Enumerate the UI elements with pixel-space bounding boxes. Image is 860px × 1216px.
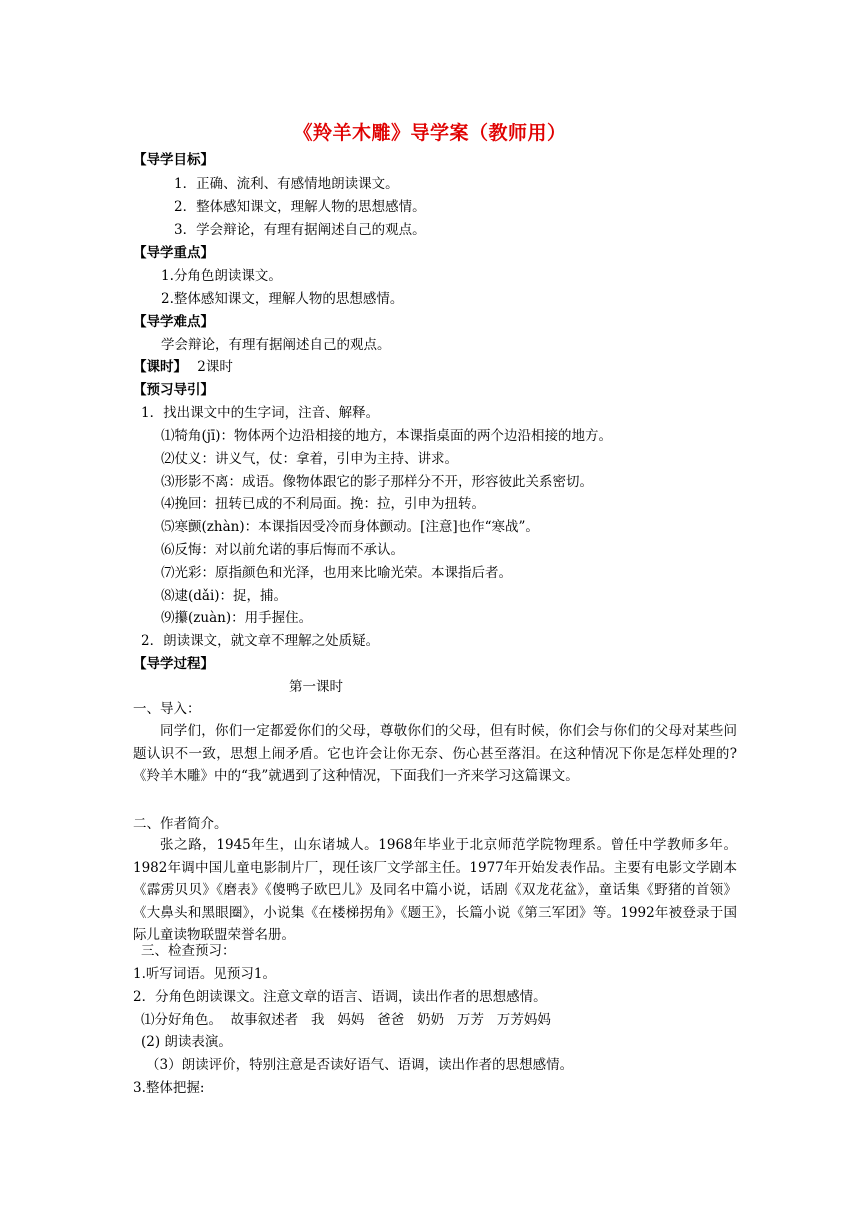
preview-task: 2．朗读课文，就文章不理解之处质疑。	[141, 633, 380, 649]
key-points-heading: 【导学重点】	[133, 245, 214, 261]
key-point-item: 1.分角色朗读课文。	[161, 268, 282, 284]
difficulty-heading: 【导学难点】	[133, 314, 214, 330]
author-paragraph: 张之路，1945年生，山东诸城人。1968年毕业于北京师范学院物理系。曾任中学教师多年。1982年调中国儿童电影制片厂，现任该厂文学部主任。1977年开始发表作品。主要有电影文学剧本《霹雳贝贝》《磨表》《傻鸭子欧巴儿》及同名中篇小说，话剧《双龙花盆》，童话集《野猪的首领》《大鼻头和黑眼圈》，小说集《在楼梯拐角》《题王》，长篇小说《第三军团》等。1992年被登录于国际儿童读物联盟荣誉名册。	[133, 837, 737, 944]
hours-value: 2课时	[197, 359, 233, 375]
section-title: 一、导入：	[133, 701, 201, 717]
goal-item: 2．整体感知课文，理解人物的思想感情。	[174, 199, 426, 215]
check-item: 1.听写词语。见预习1。	[133, 966, 276, 982]
preview-task: 1．找出课文中的生字词，注音、解释。	[141, 405, 380, 421]
vocab-item: ⑸寒颤(zhàn)：本课指因受冷而身体颤动。[注意]也作“寒战”。	[161, 519, 539, 535]
section-title: 二、作者简介。	[133, 816, 228, 832]
vocab-item: ⑵仗义：讲义气，仗：拿着，引申为主持、讲求。	[161, 451, 458, 467]
preview-heading: 【预习导引】	[133, 382, 214, 398]
roles-line: ⑴分好角色。 故事叙述者 我 妈妈 爸爸 奶奶 万芳 万芳妈妈	[141, 1012, 551, 1028]
section-title: 三、检查预习：	[141, 943, 236, 959]
intro-paragraph: 同学们，你们一定都爱你们的父母，尊敬你们的父母，但有时候，你们会与你们的父母对某些问题认识不一致，思想上闹矛盾。它也许会让你无奈、伤心甚至落泪。在这种情况下你是怎样处理的?《羚羊木雕》中的“我”就遇到了这种情况，下面我们一齐来学习这篇课文。	[133, 723, 737, 785]
hours-line	[133, 358, 233, 376]
check-subitem: （3）朗读评价，特别注意是否读好语气、语调，读出作者的思想感情。	[146, 1057, 574, 1073]
vocab-item: ⑴犄角(jī)：物体两个边沿相接的地方，本课指桌面的两个边沿相接的地方。	[161, 428, 613, 444]
document-title: 《羚羊木雕》导学案（教师用）	[293, 122, 567, 144]
check-subitem: (2) 朗读表演。	[141, 1034, 232, 1050]
process-heading: 【导学过程】	[133, 656, 214, 672]
check-item: 3.整体把握:	[133, 1080, 205, 1096]
vocab-item: ⑶形影不离：成语。像物体跟它的影子那样分不开，形容彼此关系密切。	[161, 474, 593, 490]
key-point-item: 2.整体感知课文，理解人物的思想感情。	[161, 291, 404, 307]
vocab-item: ⑹反悔：对以前允诺的事后悔而不承认。	[161, 542, 404, 558]
goals-heading: 【导学目标】	[133, 152, 214, 168]
hours-heading: 【课时】	[133, 359, 187, 375]
goal-item: 3．学会辩论，有理有据阐述自己的观点。	[174, 222, 426, 238]
difficulty-text: 学会辩论，有理有据阐述自己的观点。	[161, 337, 391, 353]
vocab-item: ⑷挽回：扭转已成的不利局面。挽：拉，引申为扭转。	[161, 496, 485, 512]
vocab-item: ⑼攥(zuàn)：用手握住。	[161, 610, 313, 626]
vocab-item: ⑻逮(dǎi)：捉，捕。	[161, 588, 288, 604]
check-item: 2．分角色朗读课文。注意文章的语言、语调，读出作者的思想感情。	[133, 989, 547, 1005]
lesson-label: 第一课时	[289, 679, 343, 695]
vocab-item: ⑺光彩：原指颜色和光泽，也用来比喻光荣。本课指后者。	[161, 565, 512, 581]
goal-item: 1．正确、流利、有感情地朗读课文。	[174, 176, 399, 192]
